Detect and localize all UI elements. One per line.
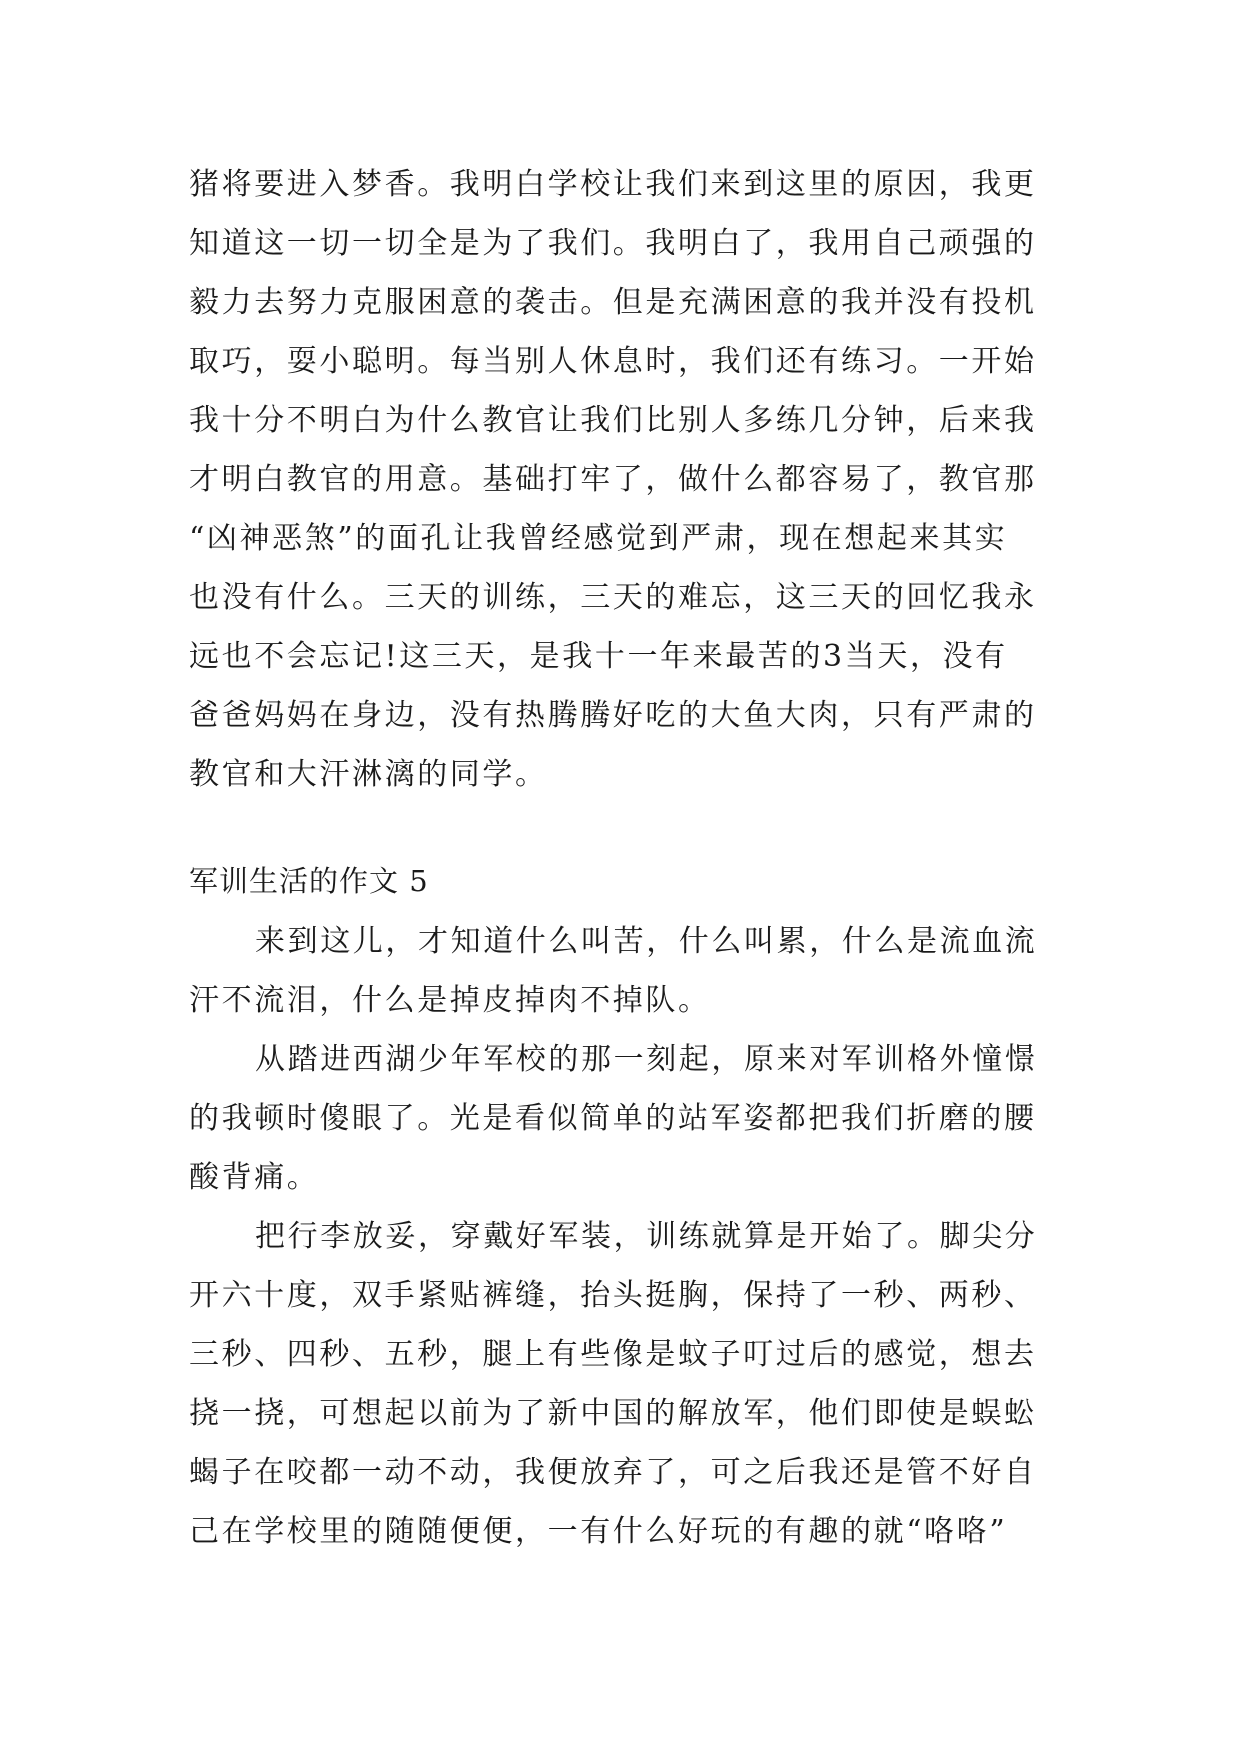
text-line: 毅力去努力克服困意的袭击。但是充满困意的我并没有投机 [189, 285, 1037, 320]
text-line: 才明白教官的用意。基础打牢了，做什么都容易了，教官那 [189, 462, 1037, 497]
text-line: 我十分不明白为什么教官让我们比别人多练几分钟，后来我 [189, 403, 1037, 438]
text-line: 从踏进西湖少年军校的那一刻起，原来对军训格外憧憬 [255, 1042, 1038, 1077]
text-line: 把行李放妥，穿戴好军装，训练就算是开始了。脚尖分 [255, 1219, 1038, 1254]
text-line: 三秒、四秒、五秒，腿上有些像是蚊子叮过后的感觉，想去 [189, 1337, 1037, 1372]
text-line: “凶神恶煞”的面孔让我曾经感觉到严肃，现在想起来其实 [189, 521, 1008, 556]
text-line: 爸爸妈妈在身边，没有热腾腾好吃的大鱼大肉，只有严肃的 [189, 698, 1037, 733]
text-line: 远也不会忘记!这三天，是我十一年来最苦的3当天，没有 [189, 639, 1008, 674]
text-line: 教官和大汗淋漓的同学。 [189, 757, 548, 792]
text-line: 酸背痛。 [189, 1160, 320, 1195]
text-line: 取巧，耍小聪明。每当别人休息时，我们还有练习。一开始 [189, 344, 1037, 379]
text-line: 蝎子在咬都一动不动，我便放弃了，可之后我还是管不好自 [189, 1455, 1037, 1490]
text-line: 知道这一切一切全是为了我们。我明白了，我用自己顽强的 [189, 226, 1037, 261]
text-line: 猪将要进入梦香。我明白学校让我们来到这里的原因，我更 [189, 167, 1037, 202]
text-line: 挠一挠，可想起以前为了新中国的解放军，他们即使是蜈蚣 [189, 1396, 1037, 1431]
text-line: 己在学校里的随随便便，一有什么好玩的有趣的就“咯咯” [189, 1514, 1008, 1549]
text-line: 的我顿时傻眼了。光是看似简单的站军姿都把我们折磨的腰 [189, 1101, 1037, 1136]
text-line: 也没有什么。三天的训练，三天的难忘，这三天的回忆我永 [189, 580, 1037, 615]
section-title: 军训生活的作文 5 [189, 864, 429, 898]
text-line: 汗不流泪，什么是掉皮掉肉不掉队。 [189, 983, 711, 1018]
text-line: 来到这儿，才知道什么叫苦，什么叫累，什么是流血流 [255, 924, 1038, 959]
text-line: 开六十度，双手紧贴裤缝，抬头挺胸，保持了一秒、两秒、 [189, 1278, 1037, 1313]
